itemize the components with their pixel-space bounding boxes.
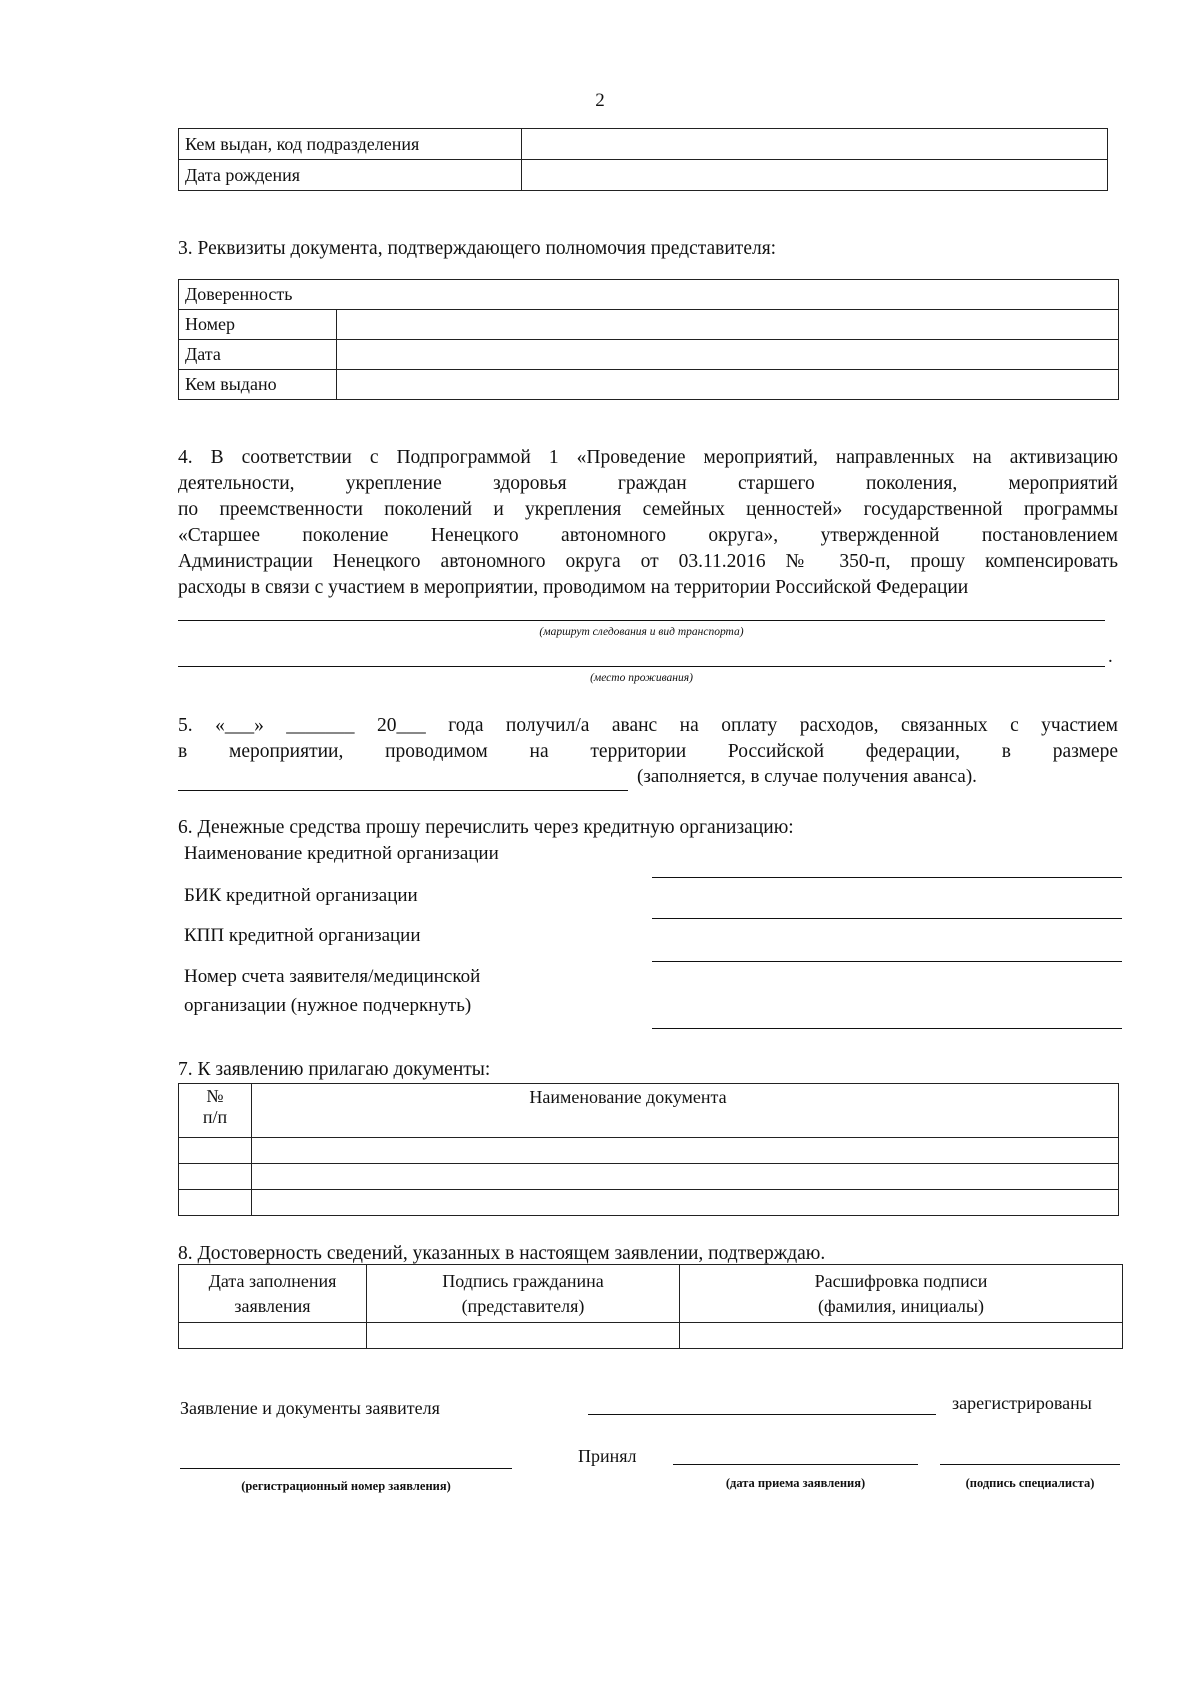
- power-of-attorney-table: [178, 279, 1119, 400]
- fill-date-header-line1: Дата заполнения: [208, 1270, 337, 1291]
- accepted-label: Принял: [578, 1446, 637, 1466]
- doc-row-1-name[interactable]: [252, 1138, 1119, 1164]
- power-of-attorney-title: Доверенность: [179, 280, 1119, 310]
- citizen-signature-field[interactable]: [367, 1323, 680, 1349]
- doc-row-3-name[interactable]: [252, 1190, 1119, 1216]
- confirmation-table: [178, 1264, 1123, 1349]
- citizen-signature-header-line2: (представителя): [461, 1295, 585, 1316]
- fill-date-field[interactable]: [179, 1323, 367, 1349]
- col-number-symbol: №: [206, 1086, 224, 1106]
- section3-heading: 3. Реквизиты документа, подтверждающего полномочия представителя:: [178, 238, 777, 259]
- residence-caption: (место проживания): [590, 672, 693, 684]
- reg-number-caption: (регистрационный номер заявления): [241, 1479, 451, 1493]
- fill-date-header: [179, 1265, 367, 1323]
- signature-decoding-header: [680, 1265, 1123, 1323]
- poa-issued-by-field[interactable]: [337, 370, 1119, 400]
- signature-decoding-field[interactable]: [680, 1323, 1123, 1349]
- doc-row-2-number[interactable]: [179, 1164, 252, 1190]
- section4-line: 4. В соответствии с Подпрограммой 1 «Проведение мероприятий, направленных на активизацию: [178, 447, 1118, 468]
- doc-row-2-name[interactable]: [252, 1164, 1119, 1190]
- account-field[interactable]: [652, 1028, 1122, 1029]
- col-document-name-header: Наименование документа: [252, 1084, 1119, 1138]
- specialist-signature-caption: (подпись специалиста): [965, 1476, 1095, 1490]
- accept-date-field[interactable]: [673, 1464, 918, 1465]
- section7-heading: 7. К заявлению прилагаю документы:: [178, 1059, 491, 1080]
- issued-by-label: Кем выдан, код подразделения: [179, 129, 522, 160]
- accept-date-caption: (дата приема заявления): [725, 1476, 866, 1490]
- section4-line: по преемственности поколений и укрепления семейных ценностей» государственной программы: [178, 499, 1118, 520]
- birth-date-label: Дата рождения: [179, 160, 522, 191]
- residence-period: .: [1108, 646, 1113, 667]
- section5-line3-suffix: (заполняется, в случае получения аванса).: [637, 766, 977, 787]
- registration-middle-field[interactable]: [588, 1414, 936, 1415]
- issued-table: [178, 128, 1108, 191]
- section6-heading: 6. Денежные средства прошу перечислить через кредитную организацию:: [178, 817, 794, 838]
- fill-date-header-line2: заявления: [234, 1295, 311, 1316]
- specialist-signature-field[interactable]: [940, 1464, 1120, 1465]
- residence-field[interactable]: [178, 666, 1105, 667]
- bank-name-field[interactable]: [652, 877, 1122, 878]
- col-number-abbr: п/п: [202, 1107, 228, 1127]
- birth-date-field[interactable]: [522, 160, 1108, 191]
- bik-label: БИК кредитной организации: [184, 885, 418, 906]
- citizen-signature-header-line1: Подпись гражданина: [442, 1270, 604, 1291]
- registration-right-text: зарегистрированы: [952, 1393, 1092, 1413]
- poa-number-field[interactable]: [337, 310, 1119, 340]
- section5-line1: 5. «___» _______ 20___ года получил/а аванс на оплату расходов, связанных с участием: [178, 715, 1118, 736]
- issued-by-field[interactable]: [522, 129, 1108, 160]
- kpp-label: КПП кредитной организации: [184, 925, 421, 946]
- section4-line: деятельности, укрепление здоровья граждан старшего поколения, мероприятий: [178, 473, 1118, 494]
- reg-number-field[interactable]: [180, 1468, 512, 1469]
- doc-row-3-number[interactable]: [179, 1190, 252, 1216]
- account-label-line1: Номер счета заявителя/медицинской: [184, 966, 481, 987]
- section4-line: Администрации Ненецкого автономного округа от 03.11.2016 № 350-п, прошу компенсировать: [178, 551, 1118, 572]
- section4-line: «Старшее поколение Ненецкого автономного округа», утвержденной постановлением: [178, 525, 1118, 546]
- route-caption: (маршрут следования и вид транспорта): [539, 626, 744, 638]
- account-label-line2: организации (нужное подчеркнуть): [184, 995, 472, 1016]
- page-number: 2: [595, 90, 605, 111]
- signature-decoding-header-line2: (фамилия, инициалы): [818, 1295, 984, 1316]
- section8-heading: 8. Достоверность сведений, указанных в настоящем заявлении, подтверждаю.: [178, 1243, 826, 1264]
- poa-date-label: Дата: [179, 340, 337, 370]
- route-field[interactable]: [178, 620, 1105, 621]
- section5-paragraph: [178, 713, 1118, 765]
- poa-number-label: Номер: [179, 310, 337, 340]
- section4-line: расходы в связи с участием в мероприятии, проводимом на территории Российской Федерации: [178, 577, 969, 598]
- bik-field[interactable]: [652, 918, 1122, 919]
- citizen-signature-header: [367, 1265, 680, 1323]
- registration-left-text: Заявление и документы заявителя: [180, 1398, 440, 1418]
- kpp-field[interactable]: [652, 961, 1122, 962]
- bank-name-label: Наименование кредитной организации: [184, 843, 499, 864]
- col-number-header: [179, 1084, 252, 1138]
- poa-issued-by-label: Кем выдано: [179, 370, 337, 400]
- section4-paragraph: [178, 445, 1118, 601]
- attached-documents-table: [178, 1083, 1119, 1216]
- doc-row-1-number[interactable]: [179, 1138, 252, 1164]
- signature-decoding-header-line1: Расшифровка подписи: [814, 1270, 988, 1291]
- section5-line2: в мероприятии, проводимом на территории Российской федерации, в размере: [178, 741, 1118, 762]
- poa-date-field[interactable]: [337, 340, 1119, 370]
- advance-amount-field[interactable]: [178, 790, 628, 791]
